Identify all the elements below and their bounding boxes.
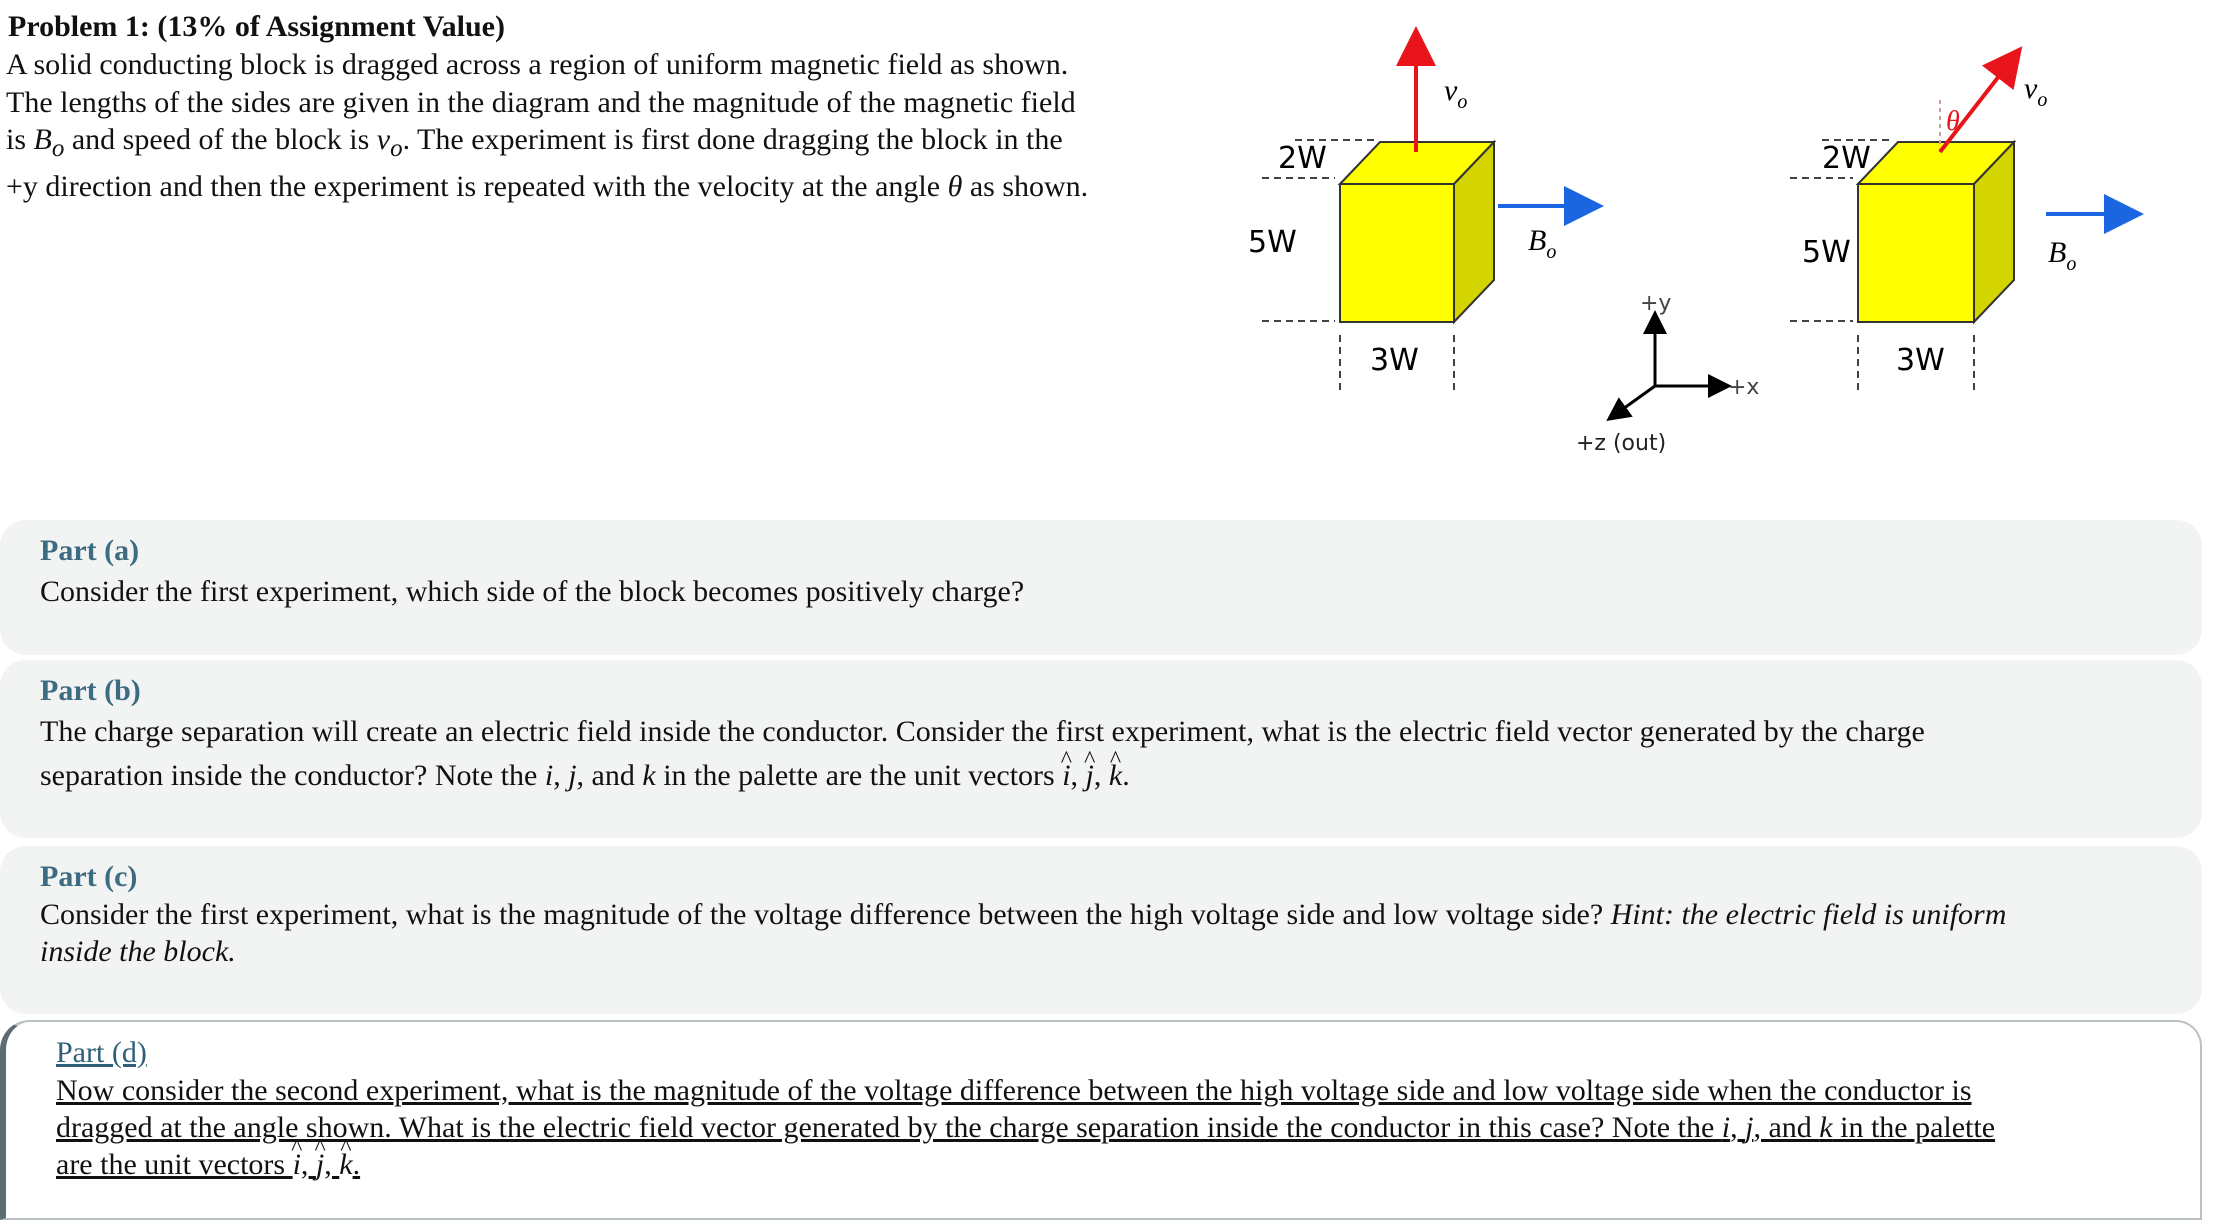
text-segment: , — [1070, 759, 1086, 792]
unit-vector-k-hat: ^ k — [1109, 754, 1122, 798]
part-c-hint: Hint: the electric field is uniform — [1610, 898, 2007, 931]
text-segment: , and — [1753, 1111, 1820, 1144]
symbol-B: B — [33, 123, 52, 156]
part-d-line-1: Now consider the second experiment, what is the magnitude of the voltage difference between the high voltage side and low voltage side when the conductor is — [56, 1074, 1972, 1107]
velocity-symbol: v — [2024, 72, 2038, 105]
block-2-angle-label: θ — [1946, 106, 1960, 137]
field-symbol: B — [2048, 236, 2067, 269]
symbol-k: k — [1819, 1111, 1833, 1144]
part-c-hint-continued: inside the block. — [40, 935, 236, 968]
symbol-k: k — [642, 759, 656, 792]
block-1-front-face — [1340, 184, 1454, 322]
block-1-velocity-label — [1444, 74, 1467, 113]
problem-title: Problem 1: (13% of Assignment Value) — [8, 10, 505, 43]
block-1-side-dimension: 5W — [1248, 225, 1297, 260]
part-d-label: Part (d) — [56, 1036, 147, 1069]
z-axis-label: +z (out) — [1576, 431, 1667, 456]
velocity-subscript: o — [1457, 91, 1468, 113]
part-a-label: Part (a) — [40, 534, 140, 567]
block-2 — [1790, 62, 2124, 392]
y-axis-label: +y — [1640, 291, 1672, 316]
field-symbol: B — [1528, 224, 1547, 257]
block-2-velocity-label — [2024, 72, 2047, 111]
text-segment: . — [352, 1148, 361, 1181]
text-segment: separation inside the conductor? Note the — [40, 759, 545, 792]
block-2-side-dimension: 5W — [1802, 235, 1851, 270]
text-segment: , — [1730, 1111, 1746, 1144]
symbol-j: j — [1745, 1111, 1754, 1144]
symbol-v: v — [376, 123, 391, 156]
text-segment: are the unit vectors — [56, 1148, 293, 1181]
text-segment: , and — [576, 759, 643, 792]
symbol-sub: o — [390, 135, 403, 162]
block-2-top-dimension: 2W — [1822, 141, 1871, 176]
text-segment: and speed of the block is — [64, 123, 377, 156]
part-c-label: Part (c) — [40, 860, 138, 893]
unit-vector-i-hat: ^ i — [293, 1146, 301, 1183]
block-1-top-dimension: 2W — [1278, 141, 1327, 176]
unit-vector-i-hat: ^ i — [1062, 754, 1070, 798]
block-2-bottom-dimension: 3W — [1896, 343, 1945, 378]
x-axis-label: +x — [1728, 375, 1760, 400]
text-segment: in the palette — [1832, 1111, 1996, 1144]
z-axis — [1616, 386, 1655, 414]
symbol-sub: o — [51, 135, 65, 162]
block-1-field-label — [1528, 224, 1556, 263]
block-1-bottom-dimension: 3W — [1370, 343, 1419, 378]
part-b-label: Part (b) — [40, 674, 141, 707]
part-b-question — [40, 710, 2162, 798]
field-subscript: o — [2066, 253, 2077, 275]
symbol-theta: θ — [947, 169, 963, 203]
coordinate-axes — [1576, 291, 1759, 456]
block-2-field-label — [2048, 236, 2076, 275]
block-diagram — [0, 0, 2218, 520]
problem-line-2: The lengths of the sides are given in the diagram and the magnitude of the magnetic field — [6, 85, 1076, 119]
text-segment: , — [553, 759, 569, 792]
part-d-panel[interactable] — [0, 1020, 2202, 1220]
text-segment: , — [1093, 759, 1109, 792]
unit-vector-k-hat: ^ k — [339, 1146, 352, 1183]
block-1 — [1248, 46, 1584, 392]
unit-vector-j-hat: ^ j — [1086, 754, 1094, 798]
velocity-subscript: o — [2037, 89, 2048, 111]
part-b-line-1: The charge separation will create an electric field inside the conductor. Consider the first experiment, what is the electric field vector generated by the charge — [40, 715, 1925, 748]
block-2-front-face — [1858, 184, 1974, 322]
text-segment: in the palette are the unit vectors — [655, 759, 1063, 792]
symbol-j: j — [568, 759, 577, 792]
text-segment: is — [6, 123, 34, 156]
text-segment: as shown. — [962, 169, 1089, 203]
velocity-symbol: v — [1444, 74, 1458, 107]
symbol-i: i — [544, 759, 554, 792]
part-a-panel[interactable] — [0, 520, 2202, 655]
field-subscript: o — [1546, 241, 1557, 263]
text-segment: dragged at the angle shown. What is the electric field vector generated by the charge separation inside the conductor in this case? Note the — [56, 1111, 1722, 1144]
text-segment: +y direction and then the experiment is repeated with the velocity at the angle — [6, 169, 948, 203]
part-c-text: Consider the first experiment, what is the magnitude of the voltage difference between the high voltage side and low voltage side? — [40, 898, 1611, 931]
text-segment: . — [1122, 759, 1130, 792]
text-segment: , — [324, 1148, 340, 1181]
part-c-question — [40, 896, 2162, 970]
part-d-question — [56, 1072, 2160, 1183]
part-a-question: Consider the first experiment, which side of the block becomes positively charge? — [40, 575, 1025, 608]
text-segment: . The experiment is first done dragging the block in the — [402, 123, 1063, 156]
part-c-panel[interactable] — [0, 846, 2202, 1014]
part-b-panel[interactable] — [0, 660, 2202, 838]
unit-vector-j-hat: ^ j — [316, 1146, 324, 1183]
problem-line-1: A solid conducting block is dragged across a region of uniform magnetic field as shown. — [6, 48, 1069, 81]
text-segment: , — [300, 1148, 316, 1181]
symbol-i: i — [1721, 1111, 1731, 1144]
